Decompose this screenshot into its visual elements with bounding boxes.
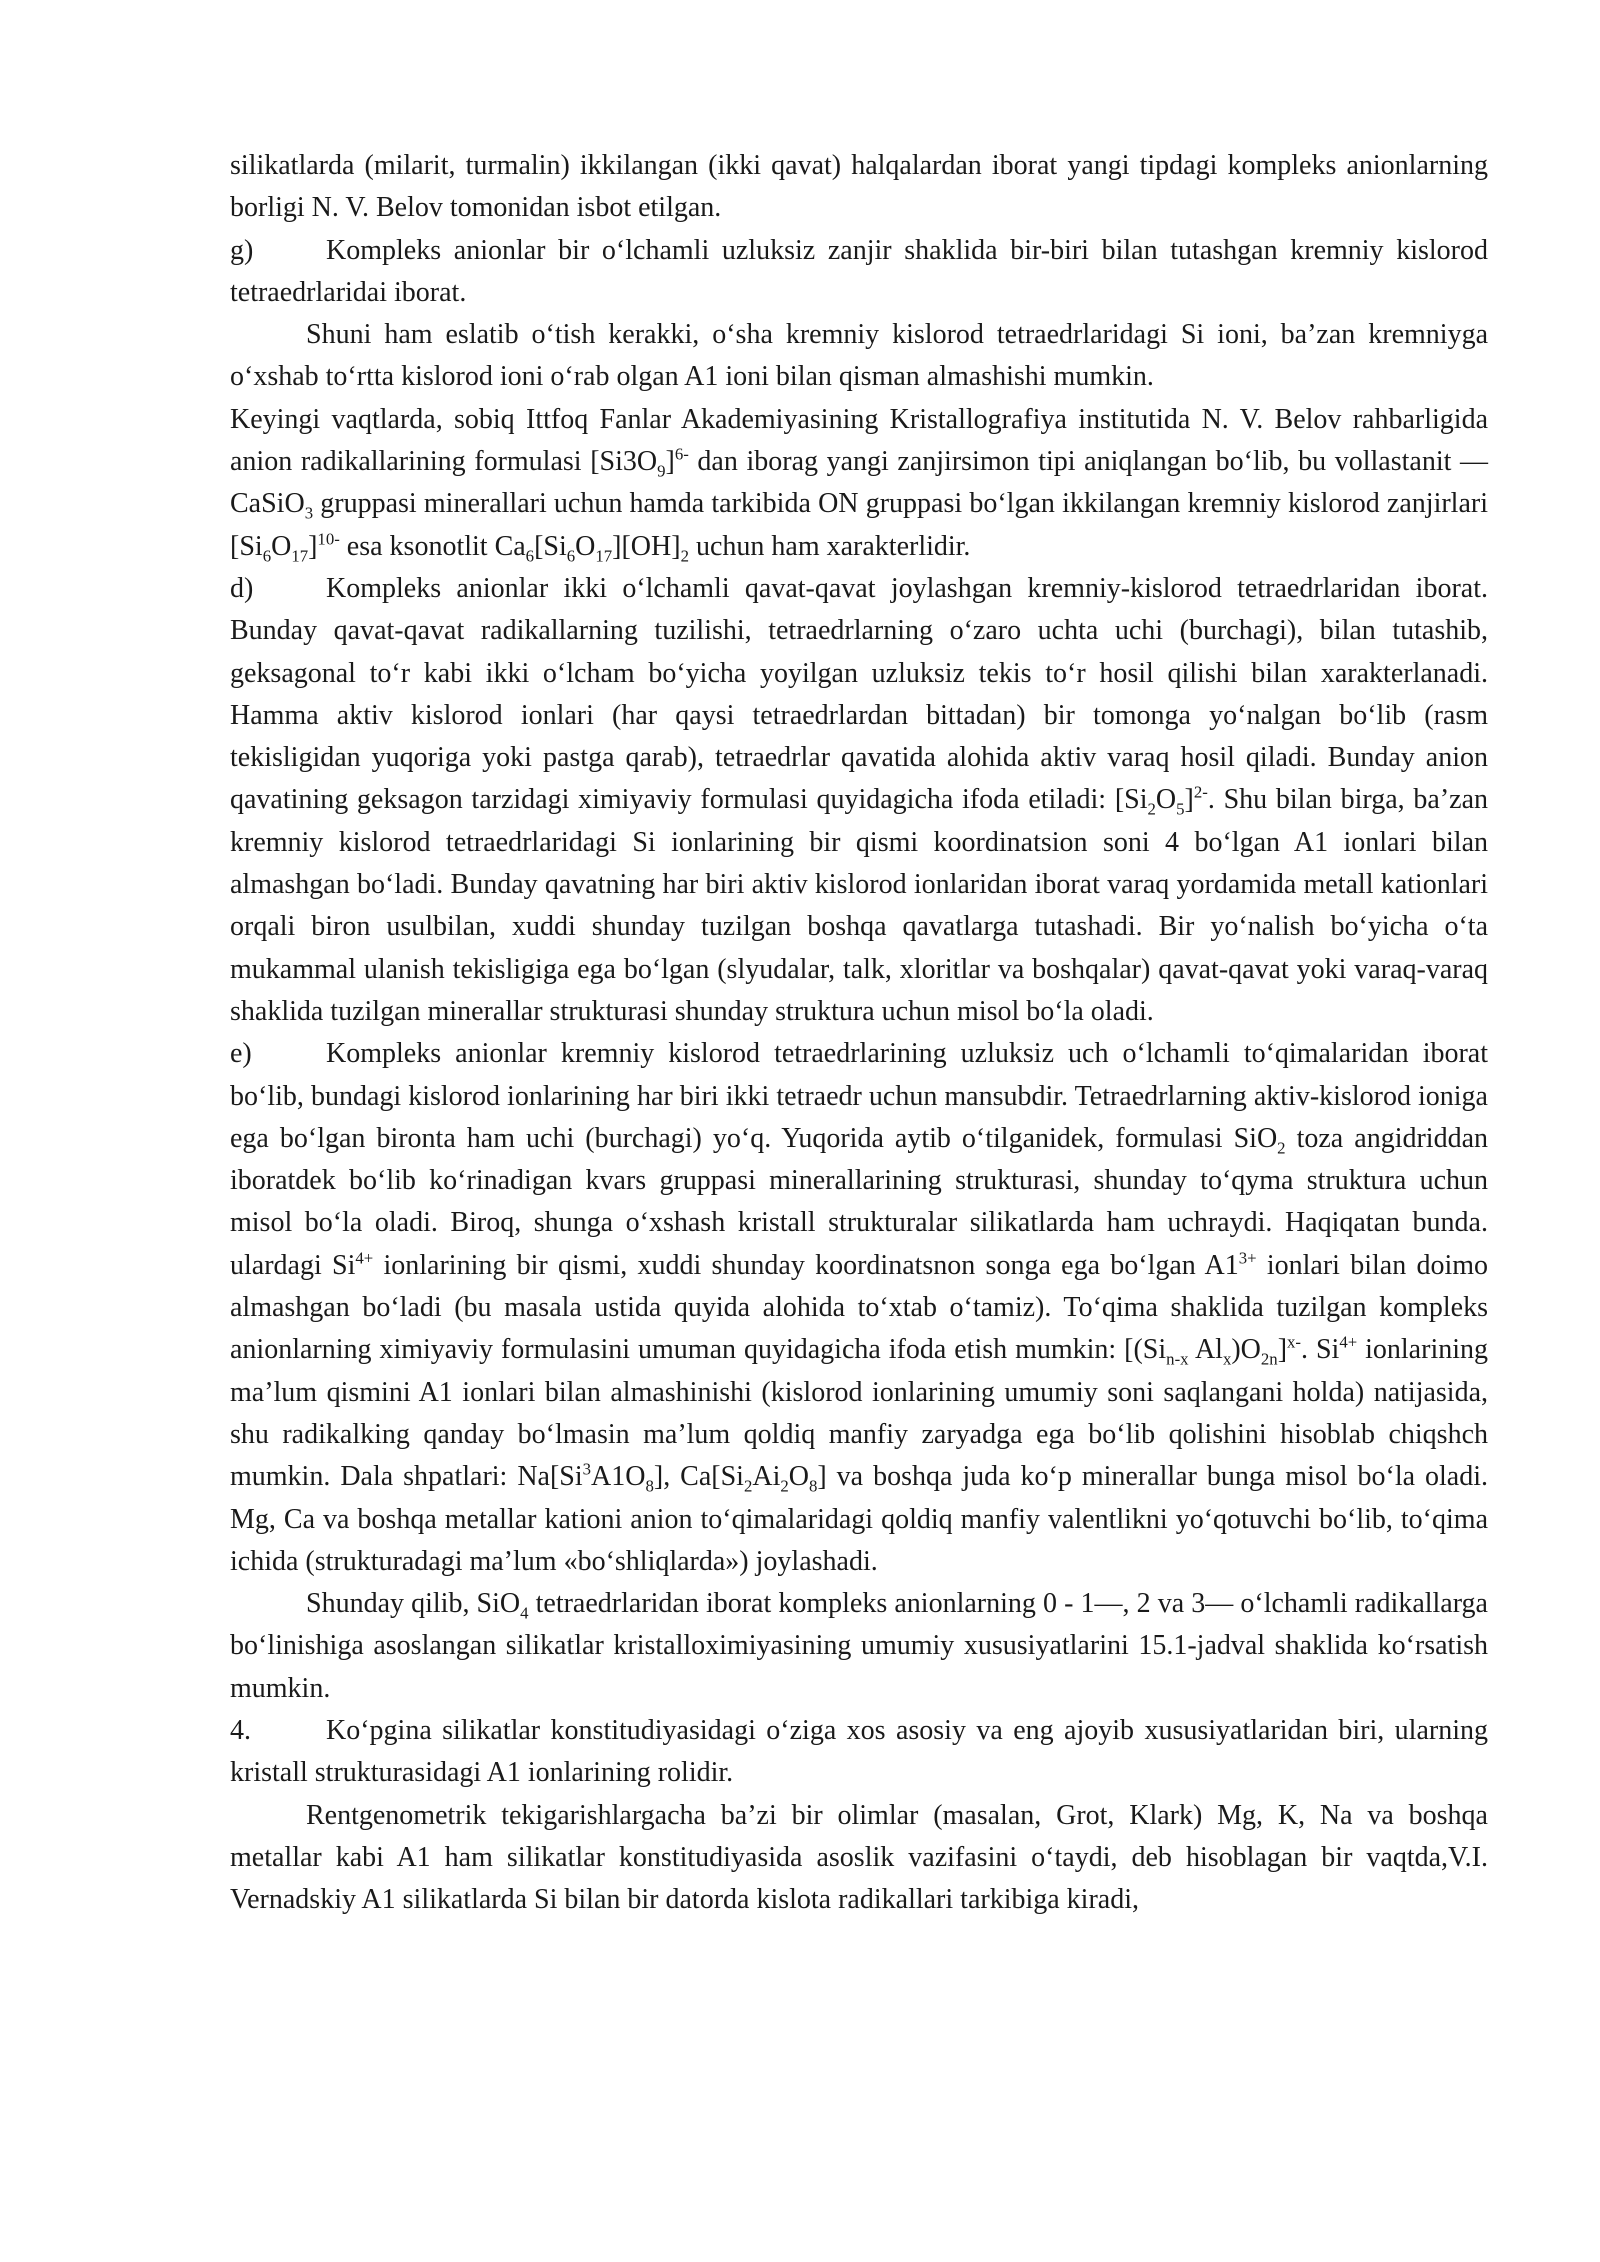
formula-si2o5: $_2O_5]^{2-}$ <box>1147 783 1208 820</box>
paragraph-text: dan iborag yangi zanjirsimon tipi aniqlangan bo‘lib, bu vollastanit — CaSiO <box>230 446 1489 520</box>
paragraph-belov-chains <box>230 314 1488 399</box>
document-page <box>230 145 1488 1921</box>
formula-subscript: 3 <box>304 503 314 523</box>
paragraph-rentgenometrik <box>230 1795 1488 1922</box>
paragraph-text: ionlarining bir qismi, xuddi shunday koordinatsnon songa ega bo‘lgan A1 <box>373 1249 1239 1281</box>
paragraph-text: Shunday qilib, SiO <box>306 1588 521 1620</box>
paragraph-text: Kompleks anionlar kremniy kislorod tetraedrlarining uzluksiz uch o‘lchamli to‘qimalaridan iborat bo‘lib, bundagi kislorod ionlarining har biri ikki tetraedr uchun mansubdir. Tetraedrlarning aktiv-kislorod ioniga ega bo‘lgan bironta ham uchi (burchagi) yo‘q. Yuqorida aytib o‘tilganidek, formulasi SiO <box>230 1038 1488 1154</box>
paragraph-text: silikatlarda (milarit, turmalin) ikkilangan (ikki qavat) halqalardan iborat yangi tipdagi kompleks anionlarning borligi N. V. Belov tomonidan isbot etilgan. <box>230 150 1488 224</box>
formula-superscript: 3+ <box>1238 1248 1257 1268</box>
list-marker: e) <box>230 1038 252 1070</box>
paragraph-text: gruppasi minerallari uchun hamda tarkibida ON gruppasi bo‘lgan ikkilangan kremniy kislorod zanjirlari [Si <box>230 488 1488 562</box>
paragraph-text: ionlari bilan doimo almashgan bo‘ladi (bu masala ustida quyida alohida to‘xtab o‘tamiz). To‘qima shaklida tuzilgan kompleks anionlarning ximiyaviy formulasini umuman quyidagicha ifoda etish mumkin: [(Si <box>230 1249 1489 1366</box>
formula-subscript: 2 <box>1277 1138 1286 1158</box>
paragraph-text: Kompleks anionlar ikki o‘lchamli qavat-qavat joylashgan kremniy-kislorod tetraedrlaridan iborat. Bunday qavat-qavat radikallarning tuzilishi, tetraedrlarning o‘zaro uchta uchi (burchagi), bilan tutashib, geksagonal to‘r kabi ikki o‘lcham bo‘yicha yoyilgan uzluksiz tekis to‘r hosil qilishi bilan xarakterlanadi. Hamma aktiv kislorod ionlari (har qaysi tetraedrlardan bittadan) bir tomonga yo‘nalgan bo‘lib (rasm tekisligidan yuqoriga yoki pastga qarab), tetraedrlar qavatida alohida aktiv varaq hosil qiladi. Bunday anion qavatining geksagon tarzidagi ximiyaviy formulasi quyidagicha ifoda etiladi: [Si <box>230 572 1488 816</box>
list-marker: d) <box>230 572 254 604</box>
list-item-g <box>230 230 1488 315</box>
paragraph-continuation <box>230 145 1488 230</box>
list-marker: 4. <box>230 1714 251 1746</box>
list-marker: g) <box>230 234 254 266</box>
list-item-d <box>230 568 1488 1033</box>
paragraph-text: Shuni ham eslatib o‘tish kerakki, o‘sha kremniy kislorod tetraedrlaridagi Si ioni, ba’zan kremniyga o‘xshab to‘rtta kislorod ioni o‘rab olgan A1 ioni bilan qisman almashishi mumkin. <box>230 319 1488 393</box>
formula-si6o17: $_6O_{17}]^{10-}$ <box>262 529 340 566</box>
list-item-e <box>230 1033 1488 1583</box>
paragraph-text: Rentgenometrik tekigarishlargacha ba’zi bir olimlar (masalan, Grot, Klark) Mg, K, Na va boshqa metallar kabi A1 ham silikatlar konstitudiyasida asoslik vazifasini o‘taydi, deb hisoblagan bir vaqtda,V.I. Vernadskiy A1 silikatlarda Si bilan bir datorda kislota radikallari tarkibiga kiradi, <box>230 1799 1488 1916</box>
list-item-4 <box>230 1710 1488 1795</box>
paragraph-text: Kompleks anionlar bir o‘lchamli uzluksiz zanjir shaklida bir-biri bilan tutashgan kremniy kislorod tetraedrlaridai iborat. <box>230 234 1488 308</box>
paragraph-text: ionlarining ma’lum qismini A1 ionlari bilan almashinishi (kislorod ionlarining umumiy soni saqlangani holda) natijasida, shu radikalking qanday bo‘lmasin ma’lum qoldiq manfiy zaryadga ega bo‘lib qolishini hisoblab chiqshch mumkin. Dala shpatlari: Na[Si <box>230 1334 1488 1493</box>
paragraph-text: esa ksonotlit Ca <box>339 530 526 562</box>
formula-subscript: 4 <box>520 1603 529 1623</box>
paragraph-text: ] va boshqa juda ko‘p minerallar bunga misol bo‘la oladi. Mg, Ca va boshqa metallar kationi anion to‘qimalaridagi qoldiq manfiy valentlikni yo‘qotuvchi bo‘lib, to‘qima ichida (strukturadagi ma’lum «bo‘shliqlarda») joylashadi. <box>230 1461 1488 1577</box>
paragraph-text: . Shu bilan birga, ba’zan kremniy kislorod tetraedrlaridagi Si ionlarining bir qismi koordinatsion soni 4 bo‘lgan A1 ionlari bilan almashgan bo‘ladi. Bunday qavatning har biri aktiv kislorod ionlaridan iborat varaq yordamida metall kationlari orqali biron usulbilan, xuddi shunday tuzilgan boshqa qavatlarga tutashadi. Bir yo‘nalish bo‘yicha o‘ta mukammal ulanish tekisligiga ega bo‘lgan (slyudalar, talk, xloritlar va boshqalar) qavat-qavat yoki varaq-varaq shaklida tuzilgan minerallar strukturasi shunday struktura uchun misol bo‘la oladi. <box>230 784 1488 1027</box>
formula-si3o9: $[Si3O_9]^{6-}$ <box>590 444 689 481</box>
paragraph-text: tetraedrlaridan iborat kompleks anionlarning 0 - 1—, 2 va 3— o‘lchamli radikallarga bo‘linishiga asoslangan silikatlar kristalloximiyasining umumiy xususiyatlarini 15.1-jadval shaklida ko‘rsatish mumkin. <box>230 1588 1488 1704</box>
formula-ksonotlit: $_6[Si_6O_{17}][OH]_2$ <box>525 530 689 566</box>
formula-superscript: 4+ <box>355 1248 374 1268</box>
paragraph-text: toza angidriddan iboratdek bo‘lib ko‘rinadigan kvars gruppasi minerallarining strukturasi, shunday to‘qyma struktura uchun misol bo‘la oladi. Biroq, shunga o‘xshash kristall strukturalar silikatlarda ham uchraydi. Haqiqatan bunda. ulardagi Si <box>230 1122 1488 1281</box>
paragraph-summary <box>230 1583 1488 1710</box>
paragraph-belov-chains-cont <box>230 399 1488 568</box>
formula-dala-shpat-ca: $_2Ai_2O_8$ <box>743 1461 818 1496</box>
paragraph-text: Ko‘pgina silikatlar konstitudiyasidagi o‘ziga xos asosiy va eng ajoyib xususiyatlaridan biri, ularning kristall strukturasidagi A1 ionlarining rolidir. <box>230 1714 1488 1789</box>
formula-tokima: $_{n-x}$ $Al_x)O_{2n}]^{x-}$. $Si^{4+}$ <box>1166 1332 1358 1369</box>
formula-dala-shpat-na: $^3A1O_8$], Ca[Si <box>582 1459 744 1496</box>
paragraph-text: Keyingi vaqtlarda, sobiq Ittfoq Fanlar Akademiyasining Kristallografiya institutida N. V. Belov rahbarligida anion radikallarining formulasi <box>230 403 1488 478</box>
paragraph-text: uchun ham xarakterlidir. <box>688 530 971 562</box>
